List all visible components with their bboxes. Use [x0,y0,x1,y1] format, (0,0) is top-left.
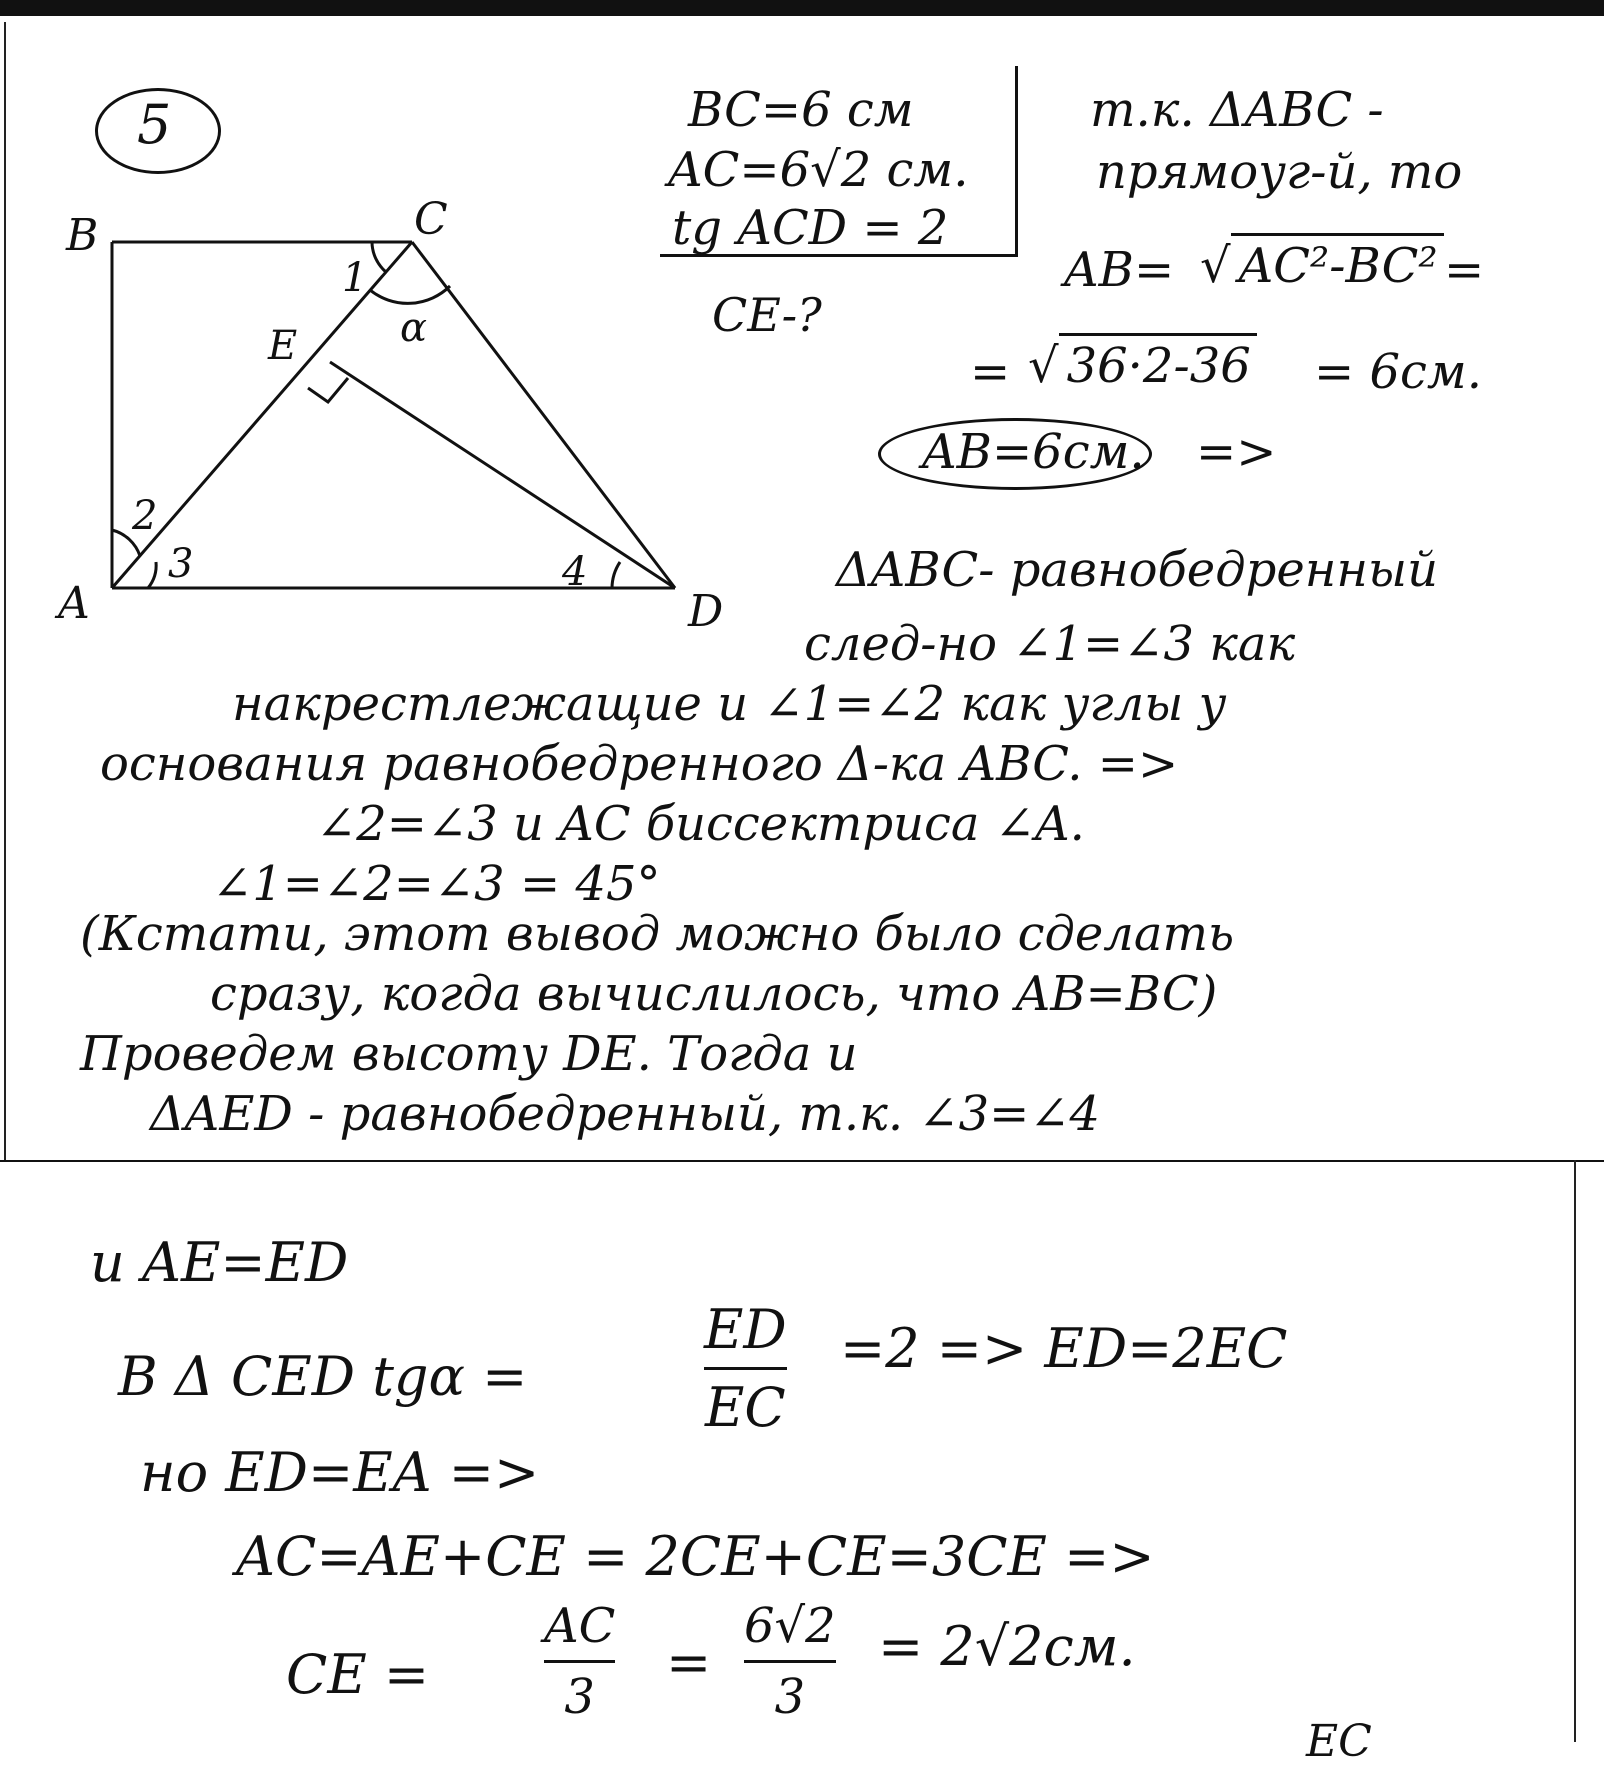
ab-formula-lhs: AB= [1064,242,1175,298]
calc-line-result: = 6см. [1314,344,1482,400]
p2-result-value: = 2√2см. [878,1615,1136,1678]
calc-line-equals: = [970,344,1011,400]
body-line-3: накрестлежащие и ∠1=∠2 как углы у [232,676,1227,732]
height-de [330,362,675,588]
radical-sign: √ [1200,238,1231,294]
p2-fraction1-num: AC [544,1598,616,1654]
body-line-6: ∠1=∠2=∠3 = 45° [212,856,661,912]
body-line-1: ΔABC- равнобедренный [836,542,1438,598]
vertex-label-c: C [414,194,448,245]
vertex-label-b: B [66,210,99,261]
calc-line-sqrt [1028,338,1257,394]
ab-formula-radicand: AC²-BC² [1231,233,1444,294]
vertex-label-d: D [688,586,724,637]
angle-label-1: 1 [342,255,368,301]
body-line-5: ∠2=∠3 и AC биссектриса ∠A. [316,796,1085,852]
side-cd [412,242,675,588]
p2-line-2-post: =2 => ED=2EC [840,1317,1288,1380]
note-line-1: т.к. ΔABC - [1090,82,1384,138]
p2-fraction-den: EC [704,1376,786,1439]
implies-arrow: => [1196,424,1277,480]
body-line-10: ΔAED - равнобедренный, т.к. ∠3=∠4 [150,1086,1101,1142]
p2-result-lhs: CE = [286,1643,430,1706]
p2-fraction2-num: 6√2 [744,1598,836,1654]
body-line-4: основания равнобедренного Δ-ка ABC. => [100,736,1179,792]
p2-fraction2-bar [744,1660,836,1663]
p2-fraction-6r2-3 [744,1598,836,1725]
p2-line-2-pre: В Δ CED tgα = [118,1345,528,1408]
p2-line-4: AC=AE+CE = 2CE+CE=3CE => [236,1525,1155,1588]
p2-fraction-num: ED [704,1298,787,1361]
boxed-result: AB=6см. [922,424,1145,480]
angle-1-arc [372,242,386,272]
body-line-8: сразу, когда вычислилось, что AB=BC) [210,966,1218,1022]
angle-4-arc [612,562,620,588]
angle-alpha-arc [370,286,450,303]
p2-bottom-fragment: EC [1306,1716,1372,1767]
p2-fraction-bar [704,1367,787,1370]
ab-formula-sqrt [1200,238,1444,294]
body-line-7: (Кстати, этот вывод можно было сделать [80,906,1235,962]
given-bc: BC=6 см [688,82,914,138]
p2-line-1: и AE=ED [90,1231,349,1294]
angle-3-arc [148,562,156,588]
p2-fraction-ac-3 [544,1598,615,1725]
p2-fraction1-den: 3 [564,1669,595,1725]
body-line-2: след-но ∠1=∠3 как [804,616,1296,672]
body-line-9: Проведем высоту DE. Тогда и [80,1026,858,1082]
vertex-label-a: A [58,578,90,629]
angle-label-4: 4 [562,549,588,595]
angle-label-3: 3 [168,541,194,587]
p2-line-3: но ED=EA => [140,1441,540,1504]
given-ac: AC=6√2 см. [668,142,969,198]
p2-result-eq: = [666,1631,712,1694]
angle-label-alpha: α [400,305,428,351]
given-tg: tg ACD = 2 [672,200,949,256]
p2-fraction1-bar [544,1660,615,1663]
calc-line-radicand: 36·2-36 [1059,333,1257,394]
angle-label-2: 2 [132,493,158,539]
p2-fraction2-den: 3 [774,1669,806,1725]
problem-number: 5 [137,93,172,156]
point-label-e: E [268,323,298,369]
ab-formula-equals: = [1444,242,1485,298]
right-angle-mark [308,378,348,402]
p2-fraction-ed-ec [704,1298,787,1439]
given-find: CE-? [712,288,822,342]
radical-sign-2: √ [1028,338,1059,394]
note-line-2: прямоуг-й, то [1096,144,1463,200]
